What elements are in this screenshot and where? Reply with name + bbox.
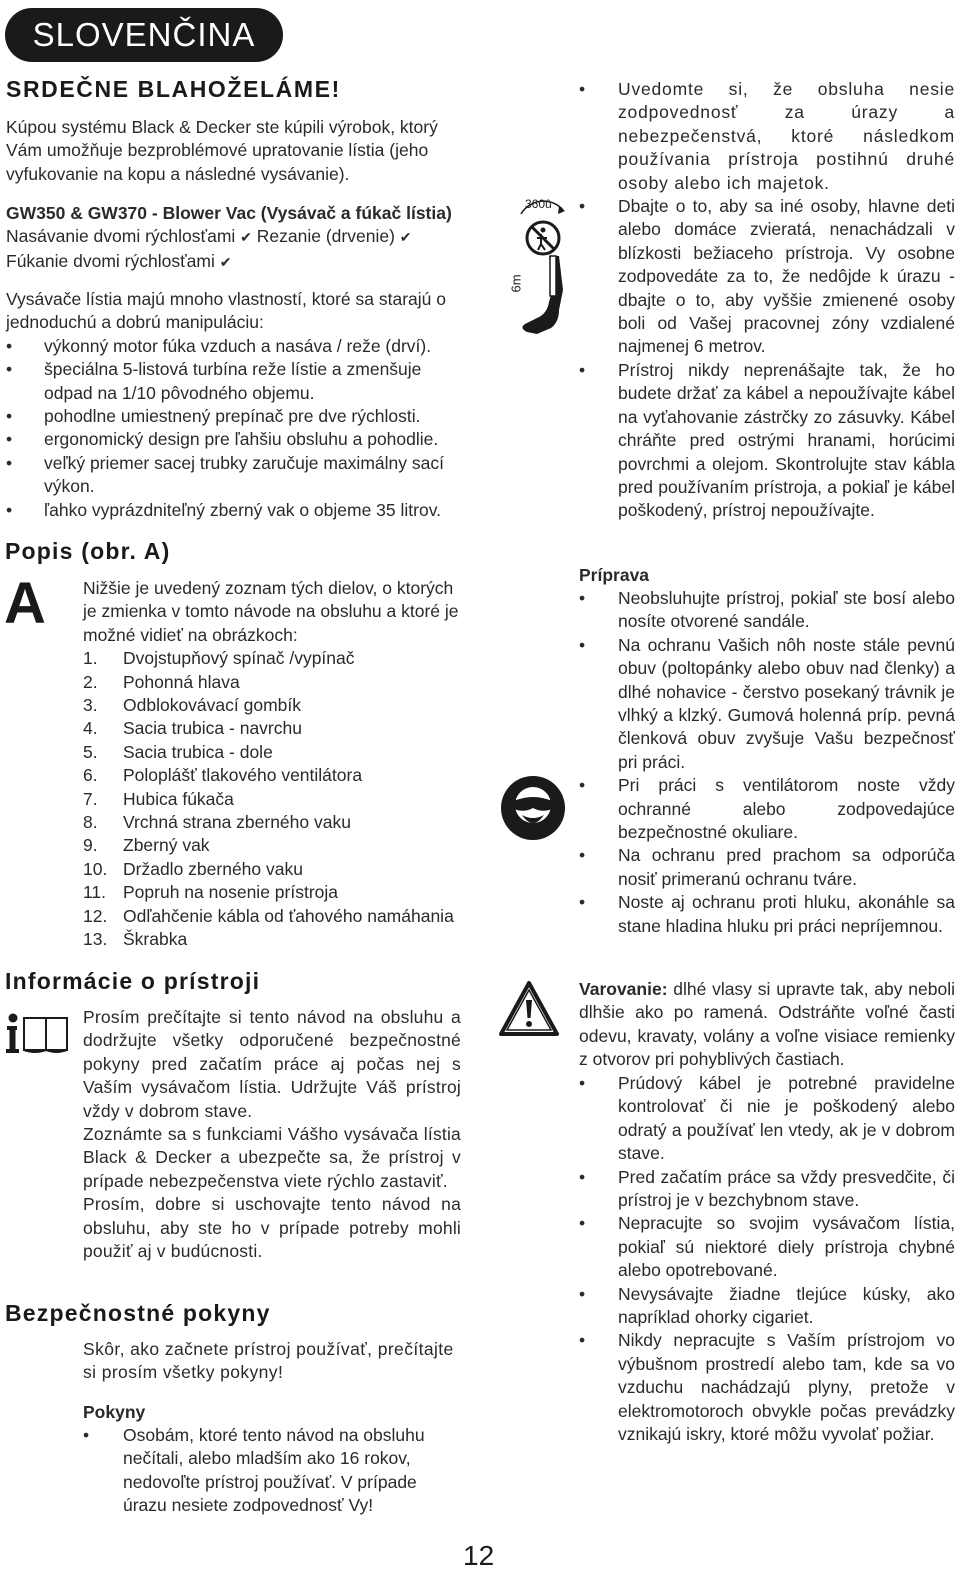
priprava-bullet: • Neobsluhujte prístroj, pokiaľ ste bosí alebo nosíte otvorené sandále. — [579, 587, 955, 634]
feature-line-1 — [6, 225, 462, 249]
popis-heading: Popis (obr. A) — [5, 538, 171, 564]
safety-bullet: • Nikdy nepracujte s Vaším prístrojom vo výbušnom prostredí alebo tam, kde sa vo vzduchu nachádzajú plyny, pretože v elektromotoroch obvykle počas prevádzky vznikajú iskry, ktoré môžu vyvolať požiar. — [579, 1329, 955, 1446]
priprava-heading: Príprava — [579, 565, 650, 585]
info-paragraph-1: Prosím prečítajte si tento návod na obsluhu a dodržujte všetky odporučené bezpečnostné pokyny pred začatím práce aj počas nej s Vaším vysávačom lístia. Udržujte Váš prístroj vždy v dobrom stave. — [83, 1007, 461, 1121]
safety-bullet: • Prístroj nikdy neprenášajte tak, že ho budete držať za kábel a nepoužívajte kábel na vyťahovanie zástrčky zo zásuvky. Kábel chráňte pred ostrými hranami, horúcimi povrchmi a olejom. Skontrolujte stav kábla pred používaním prístroja, a pokiaľ je kábel poškodený, prístroj nepoužívajte. — [579, 359, 955, 523]
distance-label: 6m — [508, 274, 524, 293]
feature-bullet: • výkonný motor fúka vzduch a nasáva / reže (drví). — [6, 335, 462, 358]
priprava-bullet: • Pri práci s ventilátorom noste vždy ochranné alebo zodpovedajúce bezpečnostné okuliare. — [579, 774, 955, 844]
features-section — [6, 288, 462, 522]
warning-paragraph — [579, 978, 955, 1072]
safety-intro: Skôr, ako začnete prístroj používať, prečítajte si prosím všetky pokyny! — [83, 1339, 454, 1383]
pokyny-list — [83, 1424, 461, 1518]
figure-letter-a: A — [4, 571, 46, 636]
safety-bullet: • Nevysávajte žiadne tlejúce kúsky, ako napríklad ohorky cigariet. — [579, 1283, 955, 1330]
part-item: 11. Popruh na nosenie prístroja — [83, 882, 338, 903]
right-bottom-bullets — [579, 1072, 955, 1447]
part-item: 9. Zberný vak — [83, 835, 210, 856]
feature-suction: Nasávanie dvomi rýchlosťami — [6, 226, 236, 247]
part-item: 4. Sacia trubica - navrchu — [83, 718, 302, 739]
priprava-bullet: • Na ochranu pred prachom sa odporúča nosiť primeranú ochranu tváre. — [579, 844, 955, 891]
safety-bullet: • Pred začatím práce sa vždy presvedčite, či prístroj je v bezchybnom stave. — [579, 1166, 955, 1213]
feature-block — [6, 202, 462, 274]
features-intro: Vysávače lístia majú mnoho vlastností, ktoré sa starajú o jednoduchú a dobrú manipuláciu: — [6, 289, 446, 333]
warning-text: dlhé vlasy si upravte tak, aby neboli dlhšie ako po ramená. Odstráňte voľné časti odevu, kravaty, volány a voľne visiace remienky z otvorov pri pohyblivých častiach. — [579, 979, 955, 1070]
safety-bullet: • Nepracujte so svojim vysávačom lístia, pokiaľ sú niektoré diely prístroja chybné alebo opotrebované. — [579, 1212, 955, 1282]
model-line: GW350 & GW370 - Blower Vac (Vysávač a fúkač lístia) — [6, 203, 452, 223]
priprava-bullet: • Noste aj ochranu proti hluku, akonáhle sa stane hladina hluku pri práci nepríjemnou. — [579, 891, 955, 938]
feature-bullet: • veľký priemer sacej trubky zaručuje maximálny sací výkon. — [6, 452, 462, 499]
warning-label: Varovanie: — [579, 979, 668, 999]
safety-bullet: • Dbajte o to, aby sa iné osoby, hlavne deti alebo domáce zvieratá, nenachádzali v blízkosti bežiaceho prístroja. Vy osobne zodpovedáte za to, že nedôjde k úrazu - dbajte o to, aby vyššie zmienené osoby boli od Vašej pracovnej zóny vzdialené najmenej 6 metrov. — [579, 195, 955, 359]
congrats-heading: SRDEČNE BLAHOŽELÁME! — [6, 76, 341, 102]
feature-line-2 — [6, 250, 462, 274]
safety-bullet: • Uvedomte si, že obsluha nesie zodpovednosť za úrazy a nebezpečenstvá, ktoré následkom používania prístroja postihnú druhé osoby alebo ich majetok. — [579, 78, 955, 195]
page-number: 12 — [463, 1540, 495, 1571]
feature-bullet: • špeciálna 5-listová turbína reže lístie a zmenšuje odpad na 1/10 pôvodného objemu. — [6, 358, 462, 405]
check-icon: ✔ — [399, 229, 412, 246]
feature-bullet: • ľahko vyprázdniteľný zberný vak o objeme 35 litrov. — [6, 499, 462, 522]
part-item: 6. Poloplášť tlakového ventilátora — [83, 765, 363, 786]
check-icon: ✔ — [219, 253, 232, 270]
feature-blowing: Fúkanie dvomi rýchlosťami — [6, 250, 215, 271]
info-paragraph-3: Prosím, dobre si uschovajte tento návod na obsluhu, aby ste ho v prípade potreby mohli použiť aj v budúcnosti. — [83, 1194, 461, 1262]
parts-intro: Nižšie je uvedený zoznam tých dielov, o ktorých je zmienka v tomto návode na obsluhu a ktoré je možné vidieť na obrázkoch: — [83, 578, 459, 645]
part-item: 5. Sacia trubica - dole — [83, 741, 273, 762]
pokyny-heading: Pokyny — [83, 1402, 146, 1422]
priprava-bullets — [579, 587, 955, 938]
priprava-bullet: • Na ochranu Vašich nôh noste stále pevnú obuv (poltopánky alebo obuv nad členky) a dlhé nohavice - čerstvo posekaný trávnik je vlhký a klzký. Gumová holenná príp. pevná členková obuv zvyšuje Vašu bezpečnosť pri práci. — [579, 634, 955, 774]
part-item: 3. Odblokovávací gombík — [83, 695, 302, 716]
part-item: 8. Vrchná strana zberného vaku — [83, 812, 351, 833]
feature-bullet: • pohodlne umiestnený prepínač pre dve rýchlosti. — [6, 405, 462, 428]
part-item: 1. Dvojstupňový spínač /vypínač — [83, 648, 355, 669]
language-badge: SLOVENČINA — [5, 8, 283, 62]
right-top-bullets — [579, 78, 955, 523]
distance-warning-icon — [507, 196, 573, 351]
info-paragraph-2: Zoznámte sa s funkciami Vášho vysávača lístia Black & Decker a ubezpečte sa, že prístroj v prípade nebezpečenstva viete rýchlo zastaviť. — [83, 1124, 461, 1191]
info-heading: Informácie o prístroji — [5, 968, 261, 994]
feature-cutting: Rezanie (drvenie) — [256, 226, 395, 247]
feature-bullet: • ergonomický design pre ľahšiu obsluhu a pohodlie. — [6, 428, 462, 451]
goggles-mask-icon — [500, 775, 566, 846]
info-text — [83, 1006, 461, 1263]
warning-triangle-icon — [498, 980, 560, 1043]
part-item: 7. Hubica fúkača — [83, 788, 234, 809]
part-item: 13. Škrabka — [83, 929, 188, 950]
safety-bullet: • Prúdový kábel je potrebné pravidelne kontrolovať či nie je poškodený alebo odratý a používať len vtedy, ak je v dobrom stave. — [579, 1072, 955, 1166]
info-book-icon — [4, 1012, 70, 1061]
part-item: 2. Pohonná hlava — [83, 671, 240, 692]
safety-heading: Bezpečnostné pokyny — [5, 1300, 271, 1326]
pokyny-bullet: • Osobám, ktoré tento návod na obsluhu nečítali, alebo mladším ako 16 rokov, nedovoľte prístroj používať. V prípade úrazu nesiete zodpovednosť Vy! — [83, 1424, 461, 1518]
intro-text: Kúpou systému Black & Decker ste kúpili výrobok, ktorý Vám umožňuje bezproblémové upratovanie lístia (jeho vyfukovanie na kopu a následné vysávanie). — [6, 117, 438, 184]
check-icon: ✔ — [240, 229, 252, 246]
part-item: 12. Odľahčenie kábla od ťahového namáhania — [83, 905, 454, 926]
parts-list — [83, 577, 463, 952]
part-item: 10. Držadlo zberného vaku — [83, 858, 303, 879]
angle-label: 360û — [525, 197, 552, 211]
